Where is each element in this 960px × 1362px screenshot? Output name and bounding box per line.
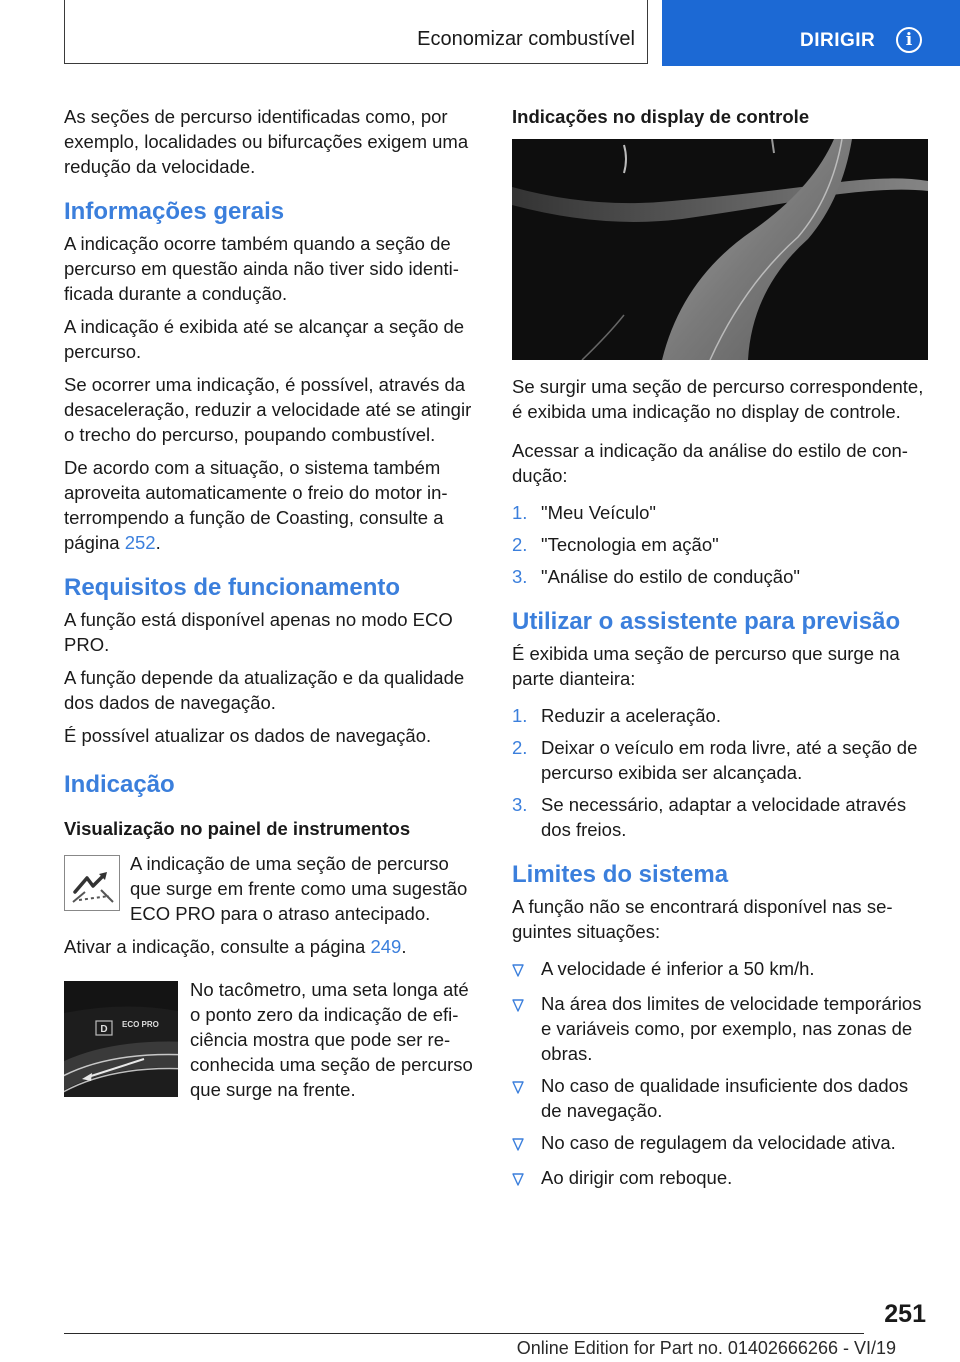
- info-icon[interactable]: i: [896, 27, 922, 53]
- display-paragraph-2: Acessar a indicação da análise do estilo de condução:: [512, 440, 908, 486]
- page-number: 251: [884, 1300, 926, 1328]
- heading-control-display: Indicações no display de controle: [512, 106, 810, 127]
- limits-paragraph: A função não se encontrará disponível nas seguintes situações:: [512, 896, 893, 942]
- list-item: No caso de qualidade insuficiente dos dados de navegação.: [512, 1073, 930, 1123]
- activate-paragraph: Ativar a indicação, consulte a página 249.: [64, 936, 407, 957]
- requirements-paragraph-3: É possível atualizar os dados de navegação.: [64, 725, 432, 746]
- list-item: 3. Se necessário, adaptar a velocidade através dos freios.: [512, 794, 907, 840]
- requirements-paragraph-2: A função depende da atualização e da qualidade dos dados de navegação.: [64, 667, 465, 713]
- menu-steps-list: [512, 500, 930, 589]
- triangle-bullet-icon: [512, 1165, 541, 1193]
- triangle-bullet-icon: [512, 1130, 541, 1158]
- limits-list: [512, 956, 930, 1193]
- cluster-indication-row: [64, 851, 482, 934]
- edition-line: Online Edition for Part no. 01402666266 - VI/19: [516, 1338, 896, 1358]
- tacho-paragraph: No tacômetro, uma seta longa até o ponto zero da indicação de eficiência mostra que pode ser reconhecida uma seção de percurso que surge na frente.: [190, 979, 473, 1100]
- heading-system-limits: Limites do sistema: [512, 861, 729, 888]
- assistant-steps-list: [512, 703, 930, 842]
- heading-instrument-cluster: Visualização no painel de instrumentos: [64, 818, 411, 839]
- chapter-title: Economizar combustível: [417, 28, 635, 50]
- general-paragraph-1: A indicação ocorre também quando a seção de percurso em questão ainda não tiver sido identificada durante a condução.: [64, 233, 459, 304]
- general-paragraph-3: Se ocorrer uma indicação, é possível, através da desaceleração, reduzir a velocidade até se atingir o trecho do percurso, poupando combustível.: [64, 374, 472, 445]
- tachometer-image: [64, 981, 178, 1097]
- tacho-gear-label: D: [100, 1024, 108, 1035]
- road-section-display-image: [512, 139, 928, 360]
- section-label: DIRIGIR: [800, 30, 876, 51]
- general-paragraph-4: De acordo com a situação, o sistema também aproveita automaticamente o freio do motor interrompendo a função de Coasting, consulte a página 252.: [64, 457, 448, 553]
- heading-general-info: Informações gerais: [64, 198, 285, 225]
- list-item: 3. "Análise do estilo de condução": [512, 566, 800, 587]
- tacho-mode-label: ECO PRO: [122, 1020, 159, 1029]
- left-column: [64, 104, 482, 1110]
- heading-assistant: Utilizar o assistente para previsão: [512, 608, 901, 635]
- triangle-bullet-icon: [512, 956, 541, 984]
- page-link-249[interactable]: 249: [370, 936, 402, 957]
- display-paragraph-1: Se surgir uma seção de percurso correspondente, é exibida uma indicação no display de controle.: [512, 376, 924, 422]
- tacho-row: [64, 977, 482, 1110]
- intro-paragraph: As seções de percurso identificadas como, por exemplo, localidades ou bifurcações exigem uma redução da velocidade.: [64, 106, 469, 177]
- requirements-paragraph-1: A função está disponível apenas no modo ECO PRO.: [64, 609, 453, 655]
- list-item: Ao dirigir com reboque.: [512, 1165, 930, 1193]
- header-section-tab[interactable]: [662, 0, 960, 66]
- list-item: 2. "Tecnologia em ação": [512, 534, 719, 555]
- list-item: A velocidade é inferior a 50 km/h.: [512, 956, 930, 984]
- footer-divider: [64, 1333, 864, 1334]
- right-column: [512, 104, 930, 1201]
- road-curve-warning-icon: [64, 855, 120, 911]
- cluster-paragraph: A indicação de uma seção de percurso que surge em frente como uma sugestão ECO PRO para o atraso antecipado.: [130, 853, 468, 924]
- assistant-paragraph: É exibida uma seção de percurso que surge na parte dianteira:: [512, 643, 900, 689]
- list-item: 2. Deixar o veículo em roda livre, até a seção de percurso exibida ser alcançada.: [512, 737, 918, 783]
- heading-requirements: Requisitos de funcionamento: [64, 574, 401, 601]
- list-item: 1. Reduzir a aceleração.: [512, 705, 721, 726]
- list-item: No caso de regulagem da velocidade ativa.: [512, 1130, 930, 1158]
- list-item: Na área dos limites de velocidade temporários e variáveis como, por exemplo, nas zonas de obras.: [512, 991, 930, 1066]
- page-link-252[interactable]: 252: [124, 532, 156, 553]
- list-item: 1. "Meu Veículo": [512, 502, 656, 523]
- triangle-bullet-icon: [512, 1073, 541, 1123]
- header-chapter-box: [64, 0, 648, 64]
- general-paragraph-2: A indicação é exibida até se alcançar a seção de percurso.: [64, 316, 465, 362]
- heading-indication: Indicação: [64, 771, 175, 798]
- triangle-bullet-icon: [512, 991, 541, 1066]
